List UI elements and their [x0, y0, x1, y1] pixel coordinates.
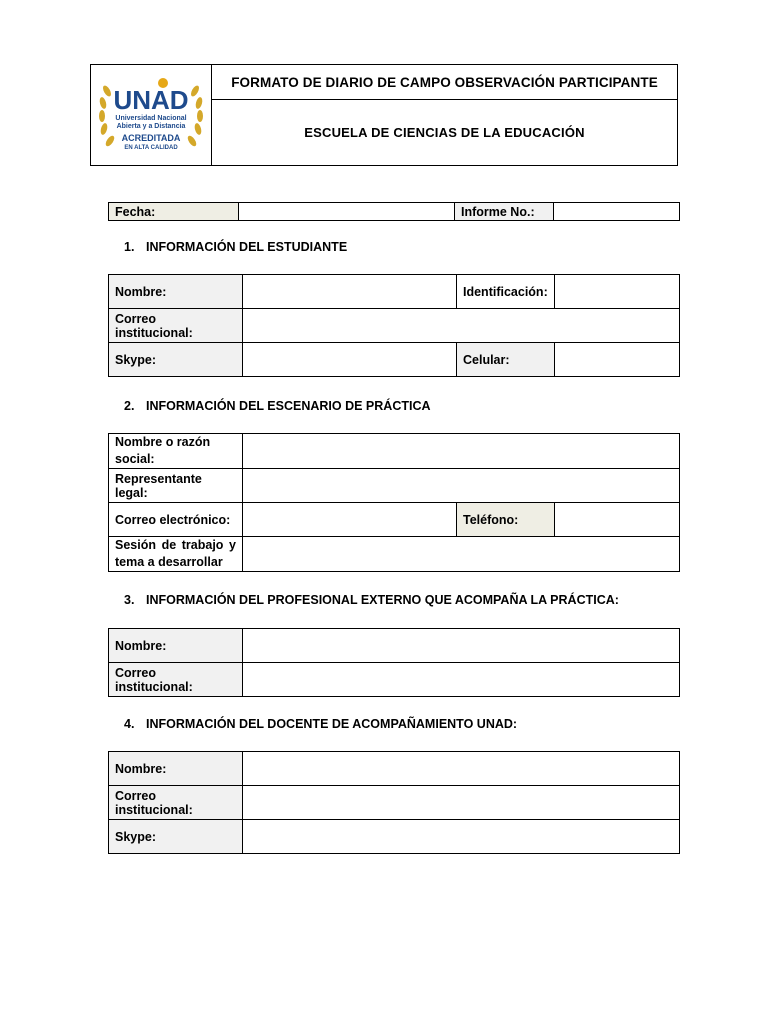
- razon-social-field[interactable]: [243, 434, 680, 469]
- student-celular-label: Celular:: [457, 343, 555, 377]
- razon-social-label: [109, 434, 243, 469]
- teacher-skype-field[interactable]: [243, 820, 680, 854]
- razon-social-label-line1: Nombre o razón: [115, 435, 211, 449]
- student-correo-field[interactable]: [243, 309, 680, 343]
- student-info-table: [108, 274, 680, 377]
- practice-telefono-field[interactable]: [555, 503, 680, 537]
- svg-text:ACREDITADA: ACREDITADA: [121, 133, 181, 143]
- external-nombre-label: Nombre:: [109, 629, 243, 663]
- teacher-nombre-field[interactable]: [243, 752, 680, 786]
- fecha-field[interactable]: [239, 203, 455, 221]
- svg-text:EN ALTA CALIDAD: EN ALTA CALIDAD: [124, 145, 178, 151]
- practice-correo-field[interactable]: [243, 503, 457, 537]
- informe-field[interactable]: [554, 203, 680, 221]
- student-correo-label: Correo institucional:: [109, 309, 243, 343]
- student-identificacion-label: Identificación:: [457, 275, 555, 309]
- fecha-label: Fecha:: [109, 203, 239, 221]
- sesion-label-line2: tema a desarrollar: [115, 555, 223, 569]
- student-skype-field[interactable]: [243, 343, 457, 377]
- unad-logo: [91, 69, 211, 161]
- student-nombre-label: Nombre:: [109, 275, 243, 309]
- informe-label: Informe No.:: [455, 203, 554, 221]
- sesion-field[interactable]: [243, 537, 680, 572]
- sesion-label: [109, 537, 243, 572]
- svg-text:Abierta y a Distancia: Abierta y a Distancia: [116, 123, 186, 130]
- practice-correo-label: Correo electrónico:: [109, 503, 243, 537]
- external-professional-table: [108, 628, 680, 697]
- external-correo-label: Correo institucional:: [109, 663, 243, 697]
- razon-social-label-line2: social:: [115, 452, 155, 466]
- teacher-nombre-label: Nombre:: [109, 752, 243, 786]
- teacher-skype-label: Skype:: [109, 820, 243, 854]
- logo-cell: [91, 65, 212, 166]
- teacher-info-table: [108, 751, 680, 854]
- section-4-title: 4. INFORMACIÓN DEL DOCENTE DE ACOMPAÑAMIENTO UNAD:: [124, 717, 518, 731]
- fecha-table: [108, 202, 680, 221]
- practice-telefono-label: Teléfono:: [457, 503, 555, 537]
- student-celular-field[interactable]: [555, 343, 680, 377]
- svg-text:Universidad Nacional: Universidad Nacional: [115, 115, 187, 122]
- teacher-correo-label: Correo institucional:: [109, 786, 243, 820]
- section-1-title: 1. INFORMACIÓN DEL ESTUDIANTE: [124, 240, 348, 254]
- svg-text:UNAD: UNAD: [113, 85, 189, 115]
- practice-info-table: [108, 433, 680, 572]
- representante-label: Representante legal:: [109, 469, 243, 503]
- document-header: [90, 64, 678, 166]
- section-2-title: 2. INFORMACIÓN DEL ESCENARIO DE PRÁCTICA: [124, 399, 431, 413]
- student-nombre-field[interactable]: [243, 275, 457, 309]
- external-nombre-field[interactable]: [243, 629, 680, 663]
- representante-field[interactable]: [243, 469, 680, 503]
- unad-logo-icon: [93, 69, 209, 161]
- document-title: FORMATO DE DIARIO DE CAMPO OBSERVACIÓN PARTICIPANTE: [212, 65, 678, 100]
- teacher-correo-field[interactable]: [243, 786, 680, 820]
- external-correo-field[interactable]: [243, 663, 680, 697]
- student-skype-label: Skype:: [109, 343, 243, 377]
- school-name: ESCUELA DE CIENCIAS DE LA EDUCACIÓN: [212, 100, 678, 166]
- student-identificacion-field[interactable]: [555, 275, 680, 309]
- sesion-label-line1: Sesión de trabajo y: [115, 538, 236, 552]
- section-3-title: 3. INFORMACIÓN DEL PROFESIONAL EXTERNO QUE ACOMPAÑA LA PRÁCTICA:: [124, 593, 619, 607]
